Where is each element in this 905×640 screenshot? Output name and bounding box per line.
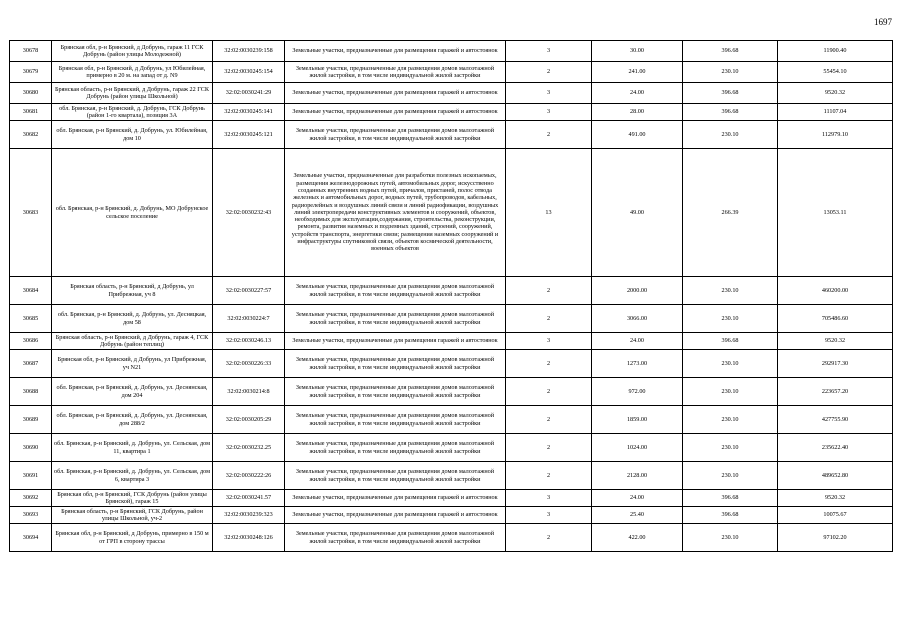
row-address: обл. Брянская, р-н Брянский, д. Добрунь, ул. Деснянская, дом 288/2 <box>52 406 213 434</box>
row-cadastral-value: 10075.67 <box>778 507 893 524</box>
row-area: 1273.00 <box>592 350 683 378</box>
row-group: 2 <box>506 62 592 83</box>
row-land-use: Земельные участки, предназначенные для размещения гаражей и автостоянок <box>285 507 506 524</box>
row-land-use: Земельные участки, предназначенные для разработки полезных ископаемых, размещения железнодорожных путей, автомобильных дорог, искусственно созданных внутренних водных путей, причалов, пристаней, полос отвода железных и автомобильных дорог, водных путей, трубопроводов, кабельных, радиорелейных и воздушных линий связи и линий радиофикации, воздушных линий электропередачи конструктивных элементов и сооружений, объектов, необходимых для эксплуатации,содержания, строительства, реконструкции, ремонта, развития наземных и подземных зданий, строений, сооружений, устройств транспорта, энергетики связи; размещения наземных сооружений и инфраструктуры спутниковой связи, объектов космической деятельности, военных объектов <box>285 149 506 277</box>
row-address: Брянская обл, р-н Брянский, ГСК Добрунь (район улицы Брянской), гараж 15 <box>52 490 213 507</box>
row-area: 241.00 <box>592 62 683 83</box>
row-land-use: Земельные участки, предназначенные для размещения домов малоэтажной жилой застройки, в том числе индивидуальной жилой застройки <box>285 524 506 552</box>
row-land-use: Земельные участки, предназначенные для размещения гаражей и автостоянок <box>285 104 506 121</box>
row-address: Брянская обл, р-н Брянский, д Добрунь, ул Прибрежная, уч N21 <box>52 350 213 378</box>
row-group: 2 <box>506 121 592 149</box>
row-specific-value: 230.10 <box>683 305 778 333</box>
row-address: Брянская область, р-н Брянский, ГСК Добрунь, район улицы Школьной, уч-2 <box>52 507 213 524</box>
table-row <box>10 406 893 434</box>
row-cadastral-number: 32:02:0030241:29 <box>213 83 285 104</box>
row-group: 3 <box>506 507 592 524</box>
row-area: 49.00 <box>592 149 683 277</box>
table-row <box>10 277 893 305</box>
row-area: 1024.00 <box>592 434 683 462</box>
row-area: 2128.00 <box>592 462 683 490</box>
row-specific-value: 230.10 <box>683 434 778 462</box>
row-area: 30.00 <box>592 41 683 62</box>
row-group: 2 <box>506 434 592 462</box>
row-group: 3 <box>506 104 592 121</box>
row-address: Брянская область, р-н Брянский, д Добрунь, гараж 22 ГСК Добрунь (район улицы Школьной) <box>52 83 213 104</box>
row-area: 24.00 <box>592 490 683 507</box>
row-cadastral-number: 32:02:0030239:158 <box>213 41 285 62</box>
row-group: 13 <box>506 149 592 277</box>
row-id: 30685 <box>10 305 52 333</box>
page-number: 1697 <box>874 17 892 27</box>
row-cadastral-value: 13053.11 <box>778 149 893 277</box>
row-specific-value: 230.10 <box>683 121 778 149</box>
table-row <box>10 83 893 104</box>
row-cadastral-number: 32:02:0030227:57 <box>213 277 285 305</box>
row-id: 30687 <box>10 350 52 378</box>
row-id: 30691 <box>10 462 52 490</box>
row-specific-value: 396.68 <box>683 83 778 104</box>
row-group: 2 <box>506 350 592 378</box>
row-id: 30684 <box>10 277 52 305</box>
row-id: 30693 <box>10 507 52 524</box>
row-cadastral-number: 32:02:0030226:33 <box>213 350 285 378</box>
row-group: 3 <box>506 490 592 507</box>
row-land-use: Земельные участки, предназначенные для размещения гаражей и автостоянок <box>285 83 506 104</box>
row-land-use: Земельные участки, предназначенные для размещения домов малоэтажной жилой застройки, в том числе индивидуальной жилой застройки <box>285 350 506 378</box>
row-group: 2 <box>506 378 592 406</box>
row-address: обл. Брянская, р-н Брянский, д. Добрунь, ГСК Добрунь (район 1-го квартала), позиция 3А <box>52 104 213 121</box>
row-cadastral-number: 32:02:0030214:8 <box>213 378 285 406</box>
row-cadastral-value: 427755.90 <box>778 406 893 434</box>
row-address: обл. Брянская, р-н Брянский, д. Добрунь, ул. Сельская, дом 6, квартира 3 <box>52 462 213 490</box>
row-group: 2 <box>506 305 592 333</box>
row-area: 422.00 <box>592 524 683 552</box>
row-specific-value: 230.10 <box>683 524 778 552</box>
row-id: 30678 <box>10 41 52 62</box>
row-cadastral-value: 292917.30 <box>778 350 893 378</box>
row-cadastral-value: 705486.60 <box>778 305 893 333</box>
row-specific-value: 396.68 <box>683 490 778 507</box>
row-id: 30688 <box>10 378 52 406</box>
row-group: 3 <box>506 333 592 350</box>
row-cadastral-number: 32:02:0030245:121 <box>213 121 285 149</box>
row-area: 28.00 <box>592 104 683 121</box>
row-cadastral-value: 97102.20 <box>778 524 893 552</box>
row-cadastral-value: 11107.04 <box>778 104 893 121</box>
row-land-use: Земельные участки, предназначенные для размещения гаражей и автостоянок <box>285 490 506 507</box>
row-land-use: Земельные участки, предназначенные для размещения домов малоэтажной жилой застройки, в том числе индивидуальной жилой застройки <box>285 277 506 305</box>
row-cadastral-number: 32:02:0030205:29 <box>213 406 285 434</box>
table-row <box>10 149 893 277</box>
table-row <box>10 104 893 121</box>
row-specific-value: 230.10 <box>683 462 778 490</box>
table-body <box>10 41 893 552</box>
row-land-use: Земельные участки, предназначенные для размещения домов малоэтажной жилой застройки, в том числе индивидуальной жилой застройки <box>285 434 506 462</box>
row-address: обл. Брянская, р-н Брянский, д. Добрунь, МО Добрунское сельское поселение <box>52 149 213 277</box>
row-address: Брянская область, р-н Брянский, д Добрунь, гараж 4, ГСК Добрунь (район теплиц) <box>52 333 213 350</box>
row-area: 1859.00 <box>592 406 683 434</box>
row-cadastral-value: 489652.80 <box>778 462 893 490</box>
row-address: обл. Брянская, р-н Брянский, д. Добрунь, ул. Сельская, дом 11, квартира 1 <box>52 434 213 462</box>
table-row <box>10 434 893 462</box>
row-cadastral-number: 32:02:0030245:154 <box>213 62 285 83</box>
row-cadastral-value: 11900.40 <box>778 41 893 62</box>
row-cadastral-number: 32:02:0030245:141 <box>213 104 285 121</box>
row-area: 25.40 <box>592 507 683 524</box>
row-address: Брянская область, р-н Брянский, д Добрунь, ул Прибрежная, уч 8 <box>52 277 213 305</box>
table-row <box>10 41 893 62</box>
row-id: 30679 <box>10 62 52 83</box>
row-specific-value: 396.68 <box>683 104 778 121</box>
table-row <box>10 378 893 406</box>
row-land-use: Земельные участки, предназначенные для размещения домов малоэтажной жилой застройки, в том числе индивидуальной жилой застройки <box>285 462 506 490</box>
row-specific-value: 230.10 <box>683 350 778 378</box>
row-address: Брянская обл, р-н Брянский, д Добрунь, ул Юбилейная, примерно в 20 м. на запад от д. N9 <box>52 62 213 83</box>
table-row <box>10 507 893 524</box>
row-specific-value: 230.10 <box>683 378 778 406</box>
table-row <box>10 121 893 149</box>
row-specific-value: 396.68 <box>683 507 778 524</box>
row-land-use: Земельные участки, предназначенные для размещения домов малоэтажной жилой застройки, в том числе индивидуальной жилой застройки <box>285 305 506 333</box>
row-specific-value: 230.10 <box>683 62 778 83</box>
row-address: обл. Брянская, р-н Брянский, д. Добрунь, ул. Деснянская, дом 204 <box>52 378 213 406</box>
row-area: 491.00 <box>592 121 683 149</box>
row-cadastral-value: 235622.40 <box>778 434 893 462</box>
row-specific-value: 396.68 <box>683 41 778 62</box>
row-address: Брянская обл, р-н Брянский, д Добрунь, гараж 11 ГСК Добрунь (район улицы Молодежной) <box>52 41 213 62</box>
row-specific-value: 266.39 <box>683 149 778 277</box>
row-cadastral-number: 32:02:0030224:7 <box>213 305 285 333</box>
row-address: обл. Брянская, р-н Брянский, д. Добрунь, ул. Юбилейная, дом 10 <box>52 121 213 149</box>
row-group: 2 <box>506 277 592 305</box>
table-row <box>10 490 893 507</box>
row-cadastral-value: 9520.32 <box>778 490 893 507</box>
row-cadastral-value: 55454.10 <box>778 62 893 83</box>
table-row <box>10 524 893 552</box>
row-group: 2 <box>506 524 592 552</box>
row-cadastral-number: 32:02:0030239:323 <box>213 507 285 524</box>
row-cadastral-value: 112979.10 <box>778 121 893 149</box>
row-cadastral-number: 32:02:0030232.25 <box>213 434 285 462</box>
row-group: 3 <box>506 83 592 104</box>
row-cadastral-number: 32:02:0030248:126 <box>213 524 285 552</box>
row-land-use: Земельные участки, предназначенные для размещения домов малоэтажной жилой застройки, в том числе индивидуальной жилой застройки <box>285 378 506 406</box>
row-cadastral-number: 32:02:0030241.57 <box>213 490 285 507</box>
row-land-use: Земельные участки, предназначенные для размещения гаражей и автостоянок <box>285 333 506 350</box>
row-specific-value: 230.10 <box>683 277 778 305</box>
table-row <box>10 333 893 350</box>
table-row <box>10 305 893 333</box>
row-cadastral-value: 9520.32 <box>778 333 893 350</box>
row-address: обл. Брянская, р-н Брянский, д. Добрунь, ул. Десняцкая, дом 58 <box>52 305 213 333</box>
row-group: 3 <box>506 41 592 62</box>
row-area: 3066.00 <box>592 305 683 333</box>
row-id: 30680 <box>10 83 52 104</box>
row-id: 30689 <box>10 406 52 434</box>
table-row <box>10 462 893 490</box>
row-land-use: Земельные участки, предназначенные для размещения домов малоэтажной жилой застройки, в том числе индивидуальной жилой застройки <box>285 406 506 434</box>
row-group: 2 <box>506 406 592 434</box>
row-id: 30690 <box>10 434 52 462</box>
row-land-use: Земельные участки, предназначенные для размещения домов малоэтажной жилой застройки, в том числе индивидуальной жилой застройки <box>285 62 506 83</box>
row-cadastral-number: 32:02:0030232:43 <box>213 149 285 277</box>
row-land-use: Земельные участки, предназначенные для размещения гаражей и автостоянок <box>285 41 506 62</box>
row-specific-value: 230.10 <box>683 406 778 434</box>
row-specific-value: 396.68 <box>683 333 778 350</box>
row-area: 2000.00 <box>592 277 683 305</box>
row-group: 2 <box>506 462 592 490</box>
row-id: 30682 <box>10 121 52 149</box>
row-address: Брянская обл, р-н Брянский, д Добрунь, примерно в 150 м от ГРП в сторону трассы <box>52 524 213 552</box>
row-id: 30686 <box>10 333 52 350</box>
row-area: 24.00 <box>592 333 683 350</box>
table-row <box>10 62 893 83</box>
row-id: 30692 <box>10 490 52 507</box>
table-row <box>10 350 893 378</box>
row-cadastral-number: 32:02:0030246.13 <box>213 333 285 350</box>
row-area: 972.00 <box>592 378 683 406</box>
row-id: 30681 <box>10 104 52 121</box>
row-cadastral-value: 223657.20 <box>778 378 893 406</box>
row-cadastral-number: 32:02:0030222:26 <box>213 462 285 490</box>
row-cadastral-value: 460200.00 <box>778 277 893 305</box>
row-cadastral-value: 9520.32 <box>778 83 893 104</box>
row-id: 30694 <box>10 524 52 552</box>
row-id: 30683 <box>10 149 52 277</box>
row-area: 24.00 <box>592 83 683 104</box>
row-land-use: Земельные участки, предназначенные для размещения домов малоэтажной жилой застройки, в том числе индивидуальной жилой застройки <box>285 121 506 149</box>
cadastral-value-table <box>9 40 893 552</box>
